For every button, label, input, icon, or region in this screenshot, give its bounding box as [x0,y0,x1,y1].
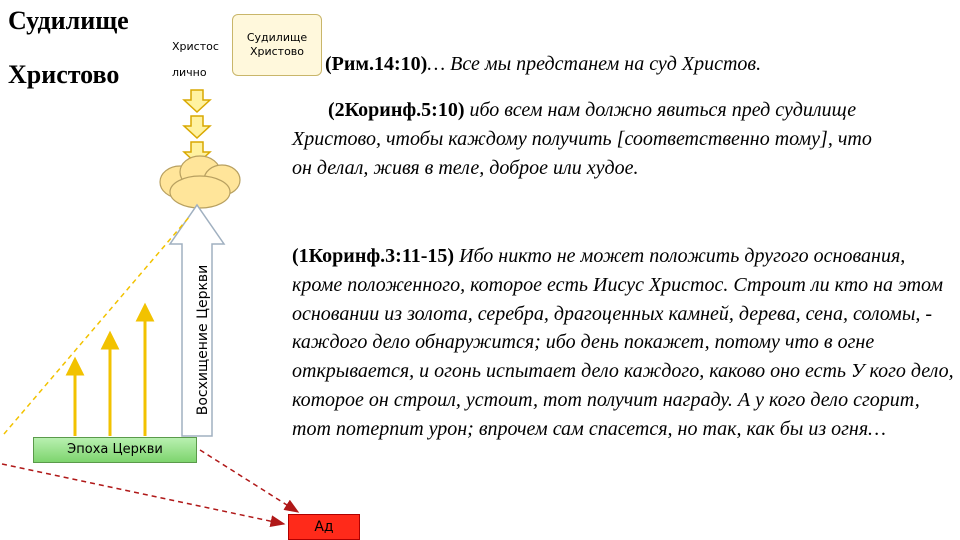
verse-ref: (Рим.14:10) [325,53,428,75]
verse-1-corinthians [292,242,956,444]
title-line-2: Христово [8,60,120,89]
church-era-box: Эпоха Церкви [33,437,197,463]
verse-ref: (2Коринф.5:10) [328,99,465,121]
scroll-label-line-1: Судилище [246,31,308,44]
verse-text: Ибо никто не может положить другого основания, кроме положенного, которое есть Иисус Христос. Строит ли кто на этом основании из золота, серебра, драгоценных камней, дерева, сена, соломы, - каждого дело обнаружится; ибо день покажет, потому что в огне открывается, и огонь испытает дело каждого, каково оно есть У кого дело, которое он строил, устоит, тот получит награду. А у кого дело сгорит, тот потерпит урон; впрочем сам спасется, но так, как бы из огня… [292,245,954,440]
verse-ref: (1Коринф.3:11-15) [292,245,455,267]
label-christ: Христос [172,40,219,53]
rapture-label: Восхищение Церкви [195,264,211,416]
verse-text: … Все мы предстанем на суд Христов. [427,53,762,75]
down-arrow-2 [184,116,210,138]
red-dashed-arrow-1 [2,464,284,524]
down-arrow-1 [184,90,210,112]
label-personally: лично [172,66,207,79]
verse-2-corinthians [292,96,878,182]
hell-box: Ад [288,514,360,540]
diagonal-dashed-line [4,216,190,434]
verse-text: ибо всем нам должно явиться пред судилище Христово, чтобы каждому получить [соответственно тому], что он делал, живя в теле, доброе или худое. [292,99,872,179]
red-dashed-arrow-2 [200,450,298,512]
small-up-arrows-icon [68,306,152,436]
verse-romans [325,50,885,79]
down-arrows-icon [184,90,210,164]
title-line-1: Судилище [8,6,129,35]
cloud-icon [160,156,240,208]
scroll-label-line-2: Христово [249,45,305,58]
